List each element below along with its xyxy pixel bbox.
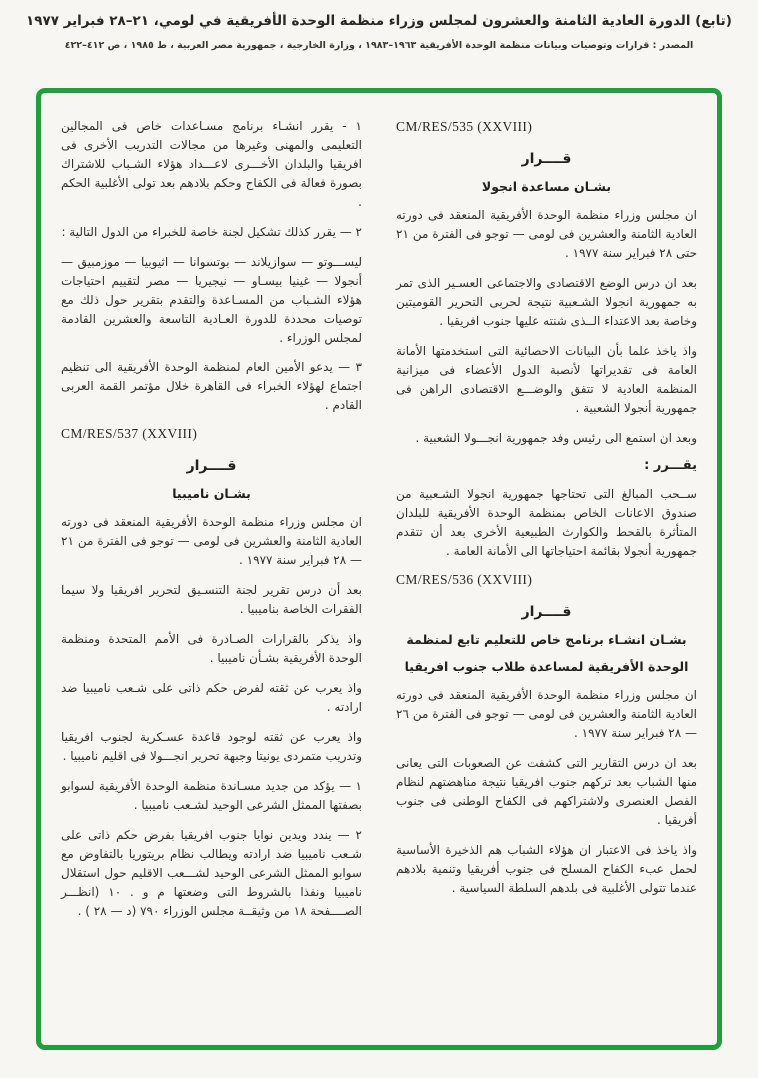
resolution-subject: بشـان ناميبيا	[172, 486, 251, 502]
paragraph: ٢ — يندد ويدين نوايا جنوب افريقيا بفرض حكم ذاتى على شـعب ناميبيا ضد ارادته ويطالب نظام بريتوريا بالتفاوض مع سوابو الممثل الشرعى الوحيد لشـــعب الاقليم حول استقلال ناميبيا ونفذا بالشروط التى وضعتها م و . ١٠ (انظـــر الصــــفحة ١٨ من وثيقــة مجلس الوزراء ٧٩٠ (د — ٢٨ ) .	[61, 827, 363, 918]
paragraph: واذ ياخذ فى الاعتبار ان هؤلاء الشباب هم الذخيرة الأساسية لحمل عبء الكفاح المسلح فى جنوب أفريقيا وتنمية بلادهم عندما تتولى الأغلبية فى بلدهم السلطة السياسية .	[396, 842, 697, 895]
paragraph: ١ — يؤكد من جديد مسـاندة منظمة الوحدة الأفريقية لسوابو بصفتها الممثل الشرعى الوحيد لشـعب ناميبيا .	[61, 778, 362, 812]
paragraph: واذ يعرب عن ثقته لفرض حكم ذاتى على شـعب ناميبيا ضد ارادته .	[61, 681, 362, 714]
resolution-subject: الوحدة الأفريقية لمساعدة طلاب جنوب افريقيا	[404, 659, 689, 675]
paragraph: ليســـوتو — سوازيلاند — بوتسوانا — اثيوبيا — موزمبيق — أنجولا — غينيا بيسـاو — نيجيريا — مصر لتقييم احتياجات هؤلاء الشـباب من المسـاعدة والتقدم بتقرير حول ذلك مع توصيات محددة للدورة العـادية التاسعة والعشرين القادمة لمجلس الوزراء .	[61, 254, 362, 345]
resolution-title: قــــرار	[521, 604, 572, 621]
session-header-line: (تابع) الدورة العادية الثامنة والعشرون لمجلس وزراء منظمة الوحدة الأفريقية في لومي، ٢١–٢٨ فبراير ١٩٧٧	[26, 13, 732, 29]
paragraph: واذ يعرب عن ثقته لوجود قاعدة عسـكرية لجنوب افريقيا وتدريب متمردى يونيتا وجبهة تحرير انجـــولا فى اقليم ناميبيا .	[61, 729, 362, 763]
page-header	[0, 0, 758, 51]
green-border-frame	[36, 88, 722, 1050]
paragraph: بعد ان درس الوضع الاقتصادى والاجتماعى العسـير الذى تمر به جمهورية انجولا الشـعبية نتيجة لحربى التحرير القوميتين وخاصة بعد الاعتداء الــذى شنته عليها جنوب افريقيا .	[396, 275, 697, 328]
paragraph: ٣ — يدعو الأمين العام لمنظمة الوحدة الأفريقية الى تنظيم اجتماع لهؤلاء الخبراء فى القاهرة خلال مؤتمر القمة العربى القادم .	[61, 360, 362, 413]
resolution-subject: بشـان انشـاء برنامج خاص للتعليم تابع لمنظمة	[406, 632, 687, 648]
column-right	[396, 117, 697, 1027]
resolution-ref: CM/RES/535 (XXVIII)	[396, 119, 533, 134]
resolution-title: قــــرار	[186, 458, 237, 475]
paragraph: ان مجلس وزراء منظمة الوحدة الأفريقية المنعقد فى دورته العادية الثامنة والعشرين فى لومى — توجو فى الفترة من ٢١ — ٢٨ فبراير سنة ١٩٧٧ .	[61, 515, 362, 568]
paragraph: ان مجلس وزراء منظمة الوحدة الأفريقية المنعقد فى دورته العادية الثامنة والعشرين فى لومى — توجو فى الفترة من ٢٦ — ٢٨ فبراير سنة ١٩٧٧ .	[396, 688, 697, 741]
paragraph: وبعد ان استمع الى رئيس وفد جمهورية انجـــولا الشعبية .	[415, 430, 697, 445]
column-left	[61, 117, 362, 1027]
resolution-ref: CM/RES/537 (XXVIII)	[61, 426, 198, 442]
resolution-ref: CM/RES/536 (XXVIII)	[396, 572, 533, 588]
paragraph: واذ ياخذ علما بأن البيانات الاحصائية التى استخدمتها الأمانة العامة فى تقديراتها لأنصبة الدول الأعضاء فى ميزانية المنظمة العادية لا تتفق والوضـــع الاقتصادى الراهن فى جمهورية أنجولا الشعبية .	[396, 343, 697, 415]
paragraph: ١ - يقرر انشـاء برنامج مسـاعدات خاص فى المجالين التعليمى والمهنى وغيرها من مجالات التدريب الأخرى فى افريقيا والبلدان الأخـــرى لاعـــداد هؤلاء الشـباب للاشتراك بصورة فعالة فى الكفاح وحكم بلادهم بعد تولى الأغلبية الحكم .	[61, 119, 362, 209]
paragraph: ٢ — يقرر كذلك تشكيل لجنة خاصة للخبراء من الدول التالية :	[61, 224, 362, 239]
paragraph: ان مجلس وزراء منظمة الوحدة الأفريقية المنعقد فى دورته العادية الثامنة والعشرين فى لومى — توجو فى الفترة من ٢١ حتى ٢٨ فبراير سنة ١٩٧٧ .	[396, 208, 697, 260]
source-citation-line: المصدر : قرارات وتوصيات وبيانات منظمة الوحدة الأفريقية ١٩٦٣–١٩٨٣ ، وزارة الخارجية ، جمهورية مصر العربية ، ط ١٩٨٥ ، ص ٤١٢–٤٢٢	[64, 40, 694, 51]
paragraph: بعد ان درس التقارير التى كشفت عن الصعوبات التى يعانى منها الشباب بعد تركهم جنوب افريقيا نتيجة مناهضتهم لنظام الفصل العنصرى ولاشتراكهم فى الكفاح الوطنى فى جنوب أفريقيا .	[396, 756, 697, 828]
resolution-title: قــــرار	[521, 151, 572, 167]
decision-label: يقـــرر :	[644, 458, 697, 474]
two-column-layout	[61, 117, 697, 1027]
paragraph: بعد أن درس تقرير لجنة التنسـيق لتحرير افريقيا ولا سيما الفقرات الخاصة بناميبيا .	[61, 583, 362, 617]
paragraph: ســحب المبالغ التى تحتاجها جمهورية انجولا الشـعبية من صندوق الاعانات الخاص بمنظمة الوحدة الأفريقية للبلدان المتأثرة بالقحط والكوارث الطبيعية الأخرى بعد أن تتقدم جمهورية أنجولا بقائمة احتياجاتها الى الأمانة العامة .	[396, 487, 697, 559]
paragraph: واذ يذكر بالقرارات الصـادرة فى الأمم المتحدة ومنظمة الوحدة الأفريقية بشـأن ناميبيا .	[61, 632, 362, 666]
resolution-subject: بشـان مساعدة انجولا	[481, 179, 612, 194]
